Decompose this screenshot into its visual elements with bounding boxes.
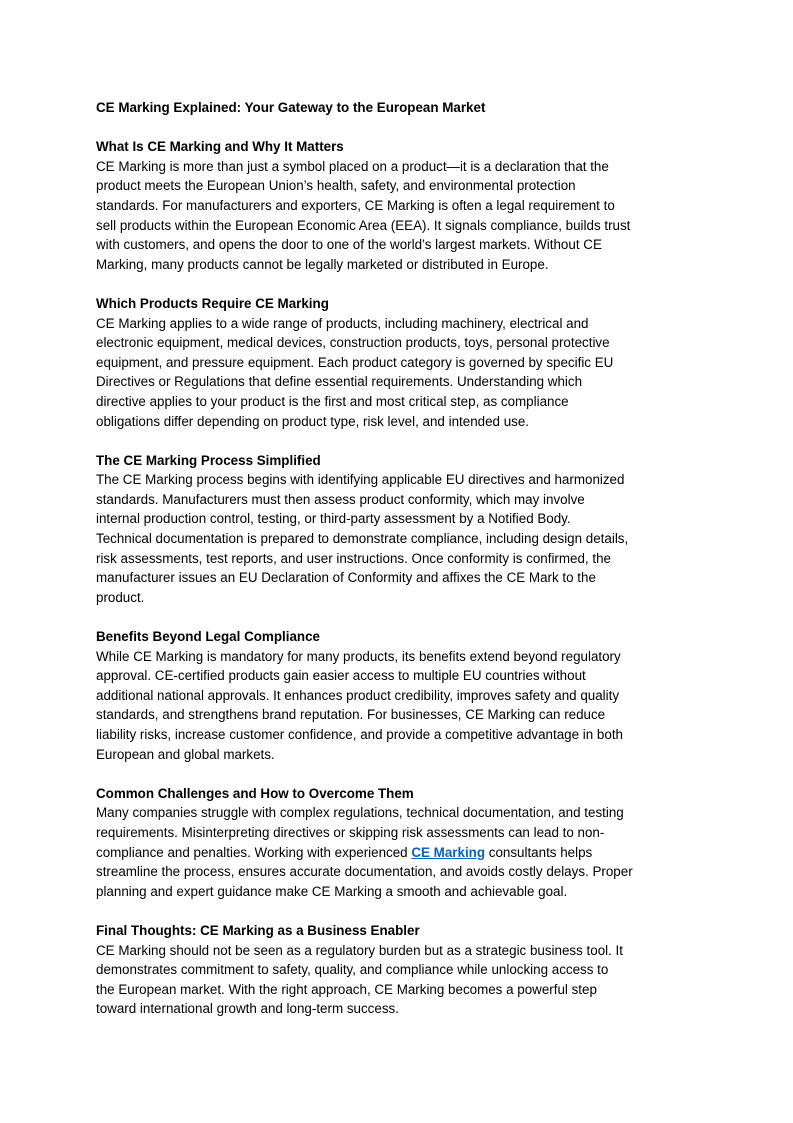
body-line: requirements. Misinterpreting directives or skipping risk assessments can lead to non- [96, 824, 605, 840]
body-line: with customers, and opens the door to one of the world’s largest markets. Without CE [96, 237, 602, 253]
body-line: standards. For manufacturers and exporters, CE Marking is often a legal requirement to [96, 197, 615, 213]
section-heading: Final Thoughts: CE Marking as a Business Enabler [96, 922, 420, 938]
body-line: While CE Marking is mandatory for many products, its benefits extend beyond regulatory [96, 648, 621, 664]
body-line: European and global markets. [96, 746, 275, 762]
section [96, 118, 716, 275]
body-line: the European market. With the right approach, CE Marking becomes a powerful step [96, 981, 597, 997]
section-spacer [96, 607, 716, 627]
body-line: planning and expert guidance make CE Marking a smooth and achievable goal. [96, 883, 568, 899]
body-line-with-link [96, 843, 716, 863]
body-line: manufacturer issues an EU Declaration of Conformity and affixes the CE Mark to the [96, 570, 596, 586]
document-title: CE Marking Explained: Your Gateway to the European Market [96, 100, 486, 115]
body-line: additional national approvals. It enhances product credibility, improves safety and quality [96, 687, 620, 703]
section-spacer [96, 431, 716, 451]
body-line: standards. Manufacturers must then assess product conformity, which may involve [96, 491, 585, 507]
body-line: obligations differ depending on product type, risk level, and intended use. [96, 413, 530, 429]
body-line: CE Marking should not be seen as a regulatory burden but as a strategic business tool. It [96, 942, 624, 958]
section [96, 607, 716, 764]
section-spacer [96, 274, 716, 294]
body-line: toward international growth and long-term success. [96, 1001, 399, 1017]
section-spacer [96, 901, 716, 921]
body-line: The CE Marking process begins with identifying applicable EU directives and harmonized [96, 472, 625, 488]
body-line: Many companies struggle with complex regulations, technical documentation, and testing [96, 805, 624, 821]
section [96, 431, 716, 607]
body-line: standards, and strengthens brand reputation. For businesses, CE Marking can reduce [96, 707, 606, 723]
text-after-link: consultants helps [485, 844, 593, 860]
body-line: demonstrates commitment to safety, quality, and compliance while unlocking access to [96, 962, 609, 978]
body-line: product meets the European Union’s health, safety, and environmental protection [96, 178, 576, 194]
body-line: Marking, many products cannot be legally marketed or distributed in Europe. [96, 256, 549, 272]
section-heading: Which Products Require CE Marking [96, 295, 329, 311]
section-spacer [96, 118, 716, 138]
ce-marking-link[interactable]: CE Marking [411, 844, 486, 860]
body-line: equipment, and pressure equipment. Each product category is governed by specific EU [96, 354, 614, 370]
body-line: Directives or Regulations that define essential requirements. Understanding which [96, 374, 583, 390]
body-line: sell products within the European Economic Area (EEA). It signals compliance, builds trust [96, 217, 631, 233]
section-heading: What Is CE Marking and Why It Matters [96, 139, 344, 155]
body-line: risk assessments, test reports, and user instructions. Once conformity is confirmed, the [96, 550, 611, 566]
body-line: Technical documentation is prepared to demonstrate compliance, including design details, [96, 531, 629, 547]
section-heading: Common Challenges and How to Overcome Them [96, 785, 414, 801]
body-line: internal production control, testing, or third-party assessment by a Notified Body. [96, 511, 571, 527]
section-heading: The CE Marking Process Simplified [96, 452, 321, 468]
body-line: liability risks, increase customer confidence, and provide a competitive advantage in both [96, 727, 623, 742]
document-body [96, 118, 716, 1019]
body-line: CE Marking is more than just a symbol placed on a product—it is a declaration that the [96, 158, 609, 174]
body-line: streamline the process, ensures accurate documentation, and avoids costly delays. Proper [96, 864, 633, 880]
section [96, 764, 716, 901]
text-before-link: compliance and penalties. Working with experienced [96, 844, 412, 860]
body-line: CE Marking applies to a wide range of products, including machinery, electrical and [96, 315, 589, 331]
section-heading: Benefits Beyond Legal Compliance [96, 629, 320, 645]
body-line: directive applies to your product is the first and most critical step, as compliance [96, 393, 569, 409]
body-line: product. [96, 589, 145, 605]
section [96, 901, 716, 1019]
body-line: electronic equipment, medical devices, construction products, toys, personal protective [96, 335, 610, 351]
section [96, 274, 716, 431]
body-line: approval. CE-certified products gain easier access to multiple EU countries without [96, 668, 586, 684]
document-page [96, 98, 716, 1019]
section-spacer [96, 764, 716, 784]
